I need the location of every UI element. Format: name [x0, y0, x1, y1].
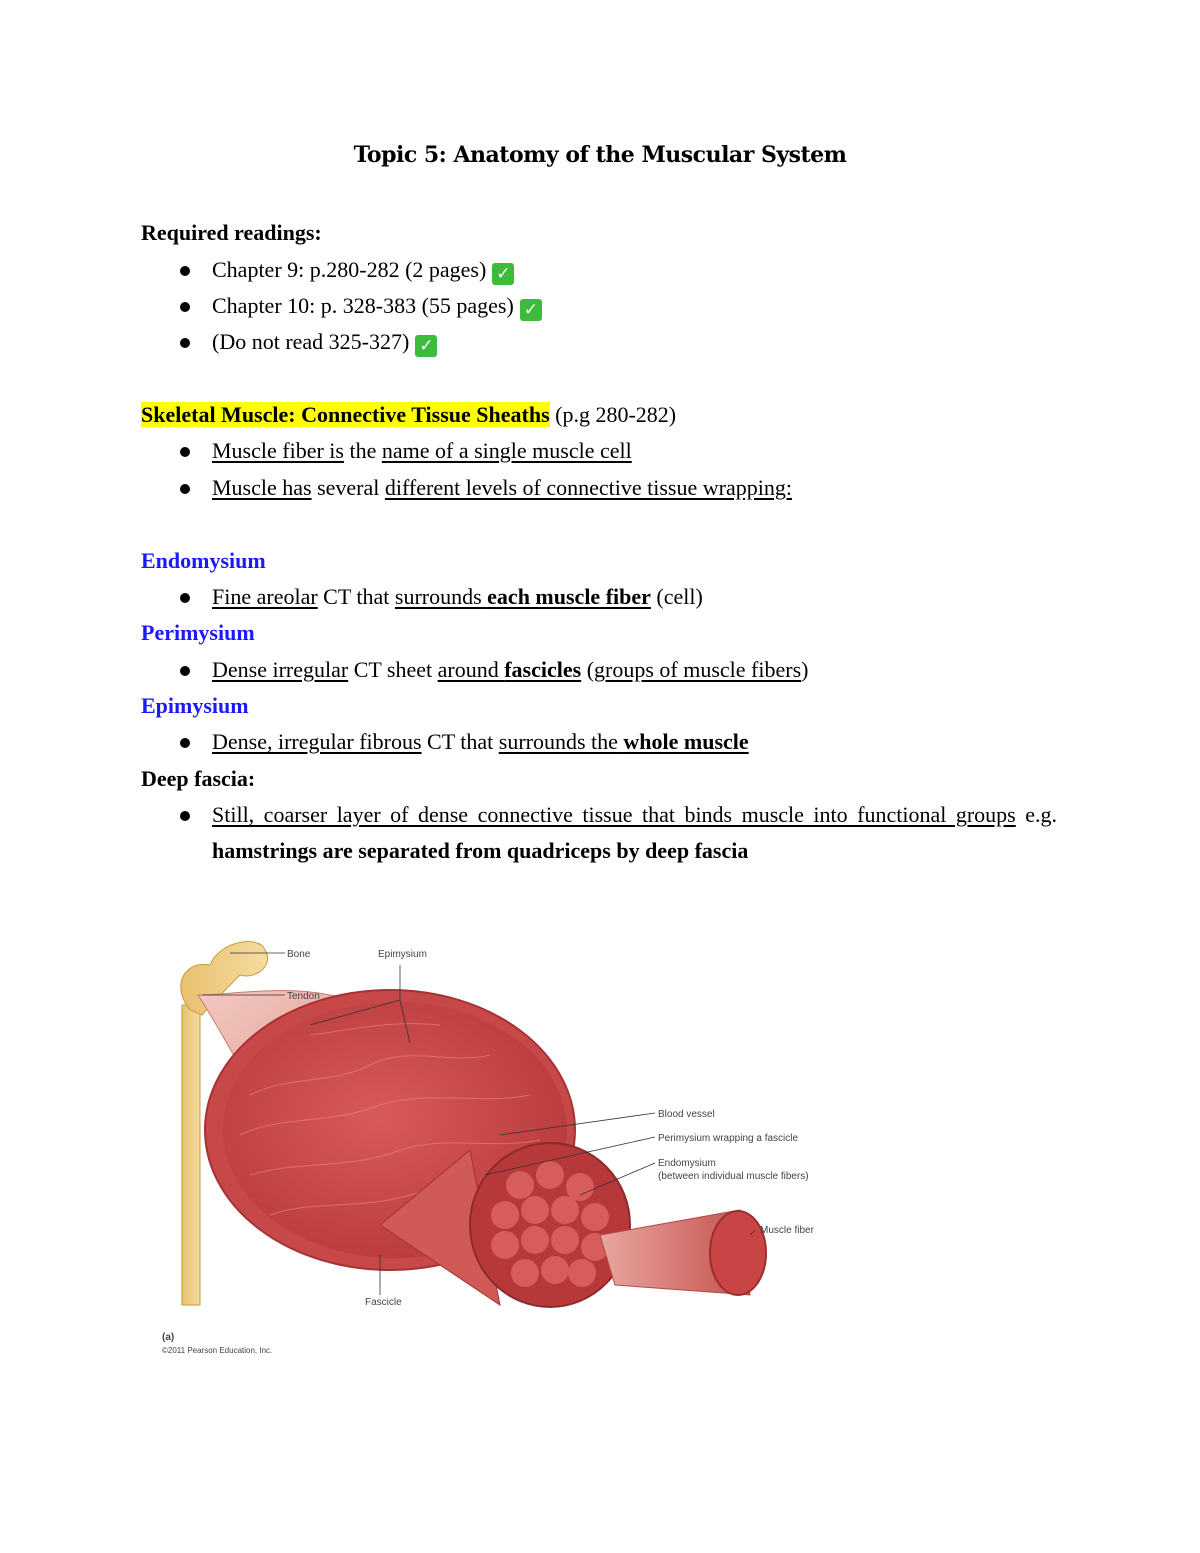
label-blood-vessel: Blood vessel [658, 1109, 715, 1120]
label-copyright: ©2011 Pearson Education, Inc. [162, 1346, 273, 1355]
text-span: Still, coarser layer of dense connective tissue that binds muscle into functional groups [212, 802, 1016, 827]
muscle-fiber-end [710, 1211, 766, 1295]
bullet-icon [180, 447, 190, 457]
bullet-icon [180, 338, 190, 348]
bullet-icon [180, 811, 190, 821]
muscle-anatomy-figure [160, 925, 860, 1365]
page-title: Topic 5: Anatomy of the Muscular System [353, 142, 847, 168]
text-span: ) [801, 657, 809, 682]
label-endomysium: Endomysium [658, 1158, 716, 1169]
endomysium-heading: Endomysium [141, 548, 266, 573]
section-heading: Skeletal Muscle: Connective Tissue Sheaths [141, 402, 550, 427]
label-panel: (a) [162, 1332, 175, 1343]
perimysium-heading: Perimysium [141, 620, 255, 645]
bullet-icon [180, 738, 190, 748]
text-span: Muscle fiber is [212, 438, 344, 463]
text-span: surrounds the whole muscle [498, 729, 749, 754]
text-span: Dense irregular [212, 657, 349, 682]
label-endomysium-sub: (between individual muscle fibers) [658, 1171, 809, 1182]
text-span: CT that [421, 729, 499, 754]
deep-fascia-heading: Deep fascia: [141, 766, 256, 791]
text-span: hamstrings are separated from quadriceps by deep fascia [212, 838, 749, 863]
text-span: CT sheet [348, 657, 438, 682]
bullet-icon [180, 484, 190, 494]
text-span: e.g. [1015, 802, 1057, 827]
reading-text: Chapter 10: p. 328-383 (55 pages) [212, 293, 514, 318]
text-span: name of a single muscle cell [381, 438, 632, 463]
text-span: groups of muscle fibers [594, 657, 802, 682]
text-span: ( [581, 657, 595, 682]
label-bone: Bone [287, 949, 311, 960]
label-muscle-fiber: Muscle fiber [760, 1225, 814, 1236]
bullet-icon [180, 266, 190, 276]
text-span: CT that [317, 584, 395, 609]
label-perimysium: Perimysium wrapping a fascicle [658, 1133, 799, 1144]
checkmark-icon: ✓ [415, 335, 437, 357]
text-span: around fascicles [437, 657, 582, 682]
text-span: Muscle has [212, 475, 312, 500]
reading-text: Chapter 9: p.280-282 (2 pages) [212, 257, 487, 282]
text-span: Dense, irregular fibrous [212, 729, 422, 754]
label-epimysium: Epimysium [378, 949, 427, 960]
section-heading-line [141, 400, 676, 430]
checkmark-icon: ✓ [520, 299, 542, 321]
deep-fascia-text [212, 797, 1057, 869]
bullet-icon [180, 593, 190, 603]
reading-text: (Do not read 325-327) [212, 329, 410, 354]
checkmark-icon: ✓ [492, 263, 514, 285]
text-span: (cell) [650, 584, 703, 609]
text-span: several [311, 475, 385, 500]
bullet-icon [180, 302, 190, 312]
label-tendon: Tendon [287, 991, 320, 1002]
section-pages: (p.g 280-282) [555, 402, 677, 427]
readings-heading: Required readings: [141, 220, 322, 245]
text-span: the [343, 438, 382, 463]
text-span: different levels of connective tissue wrapping: [384, 475, 792, 500]
text-span: Fine areolar [212, 584, 318, 609]
bullet-icon [180, 666, 190, 676]
epimysium-heading: Epimysium [141, 693, 249, 718]
label-fascicle: Fascicle [365, 1297, 402, 1308]
text-span: surrounds each muscle fiber [394, 584, 651, 609]
